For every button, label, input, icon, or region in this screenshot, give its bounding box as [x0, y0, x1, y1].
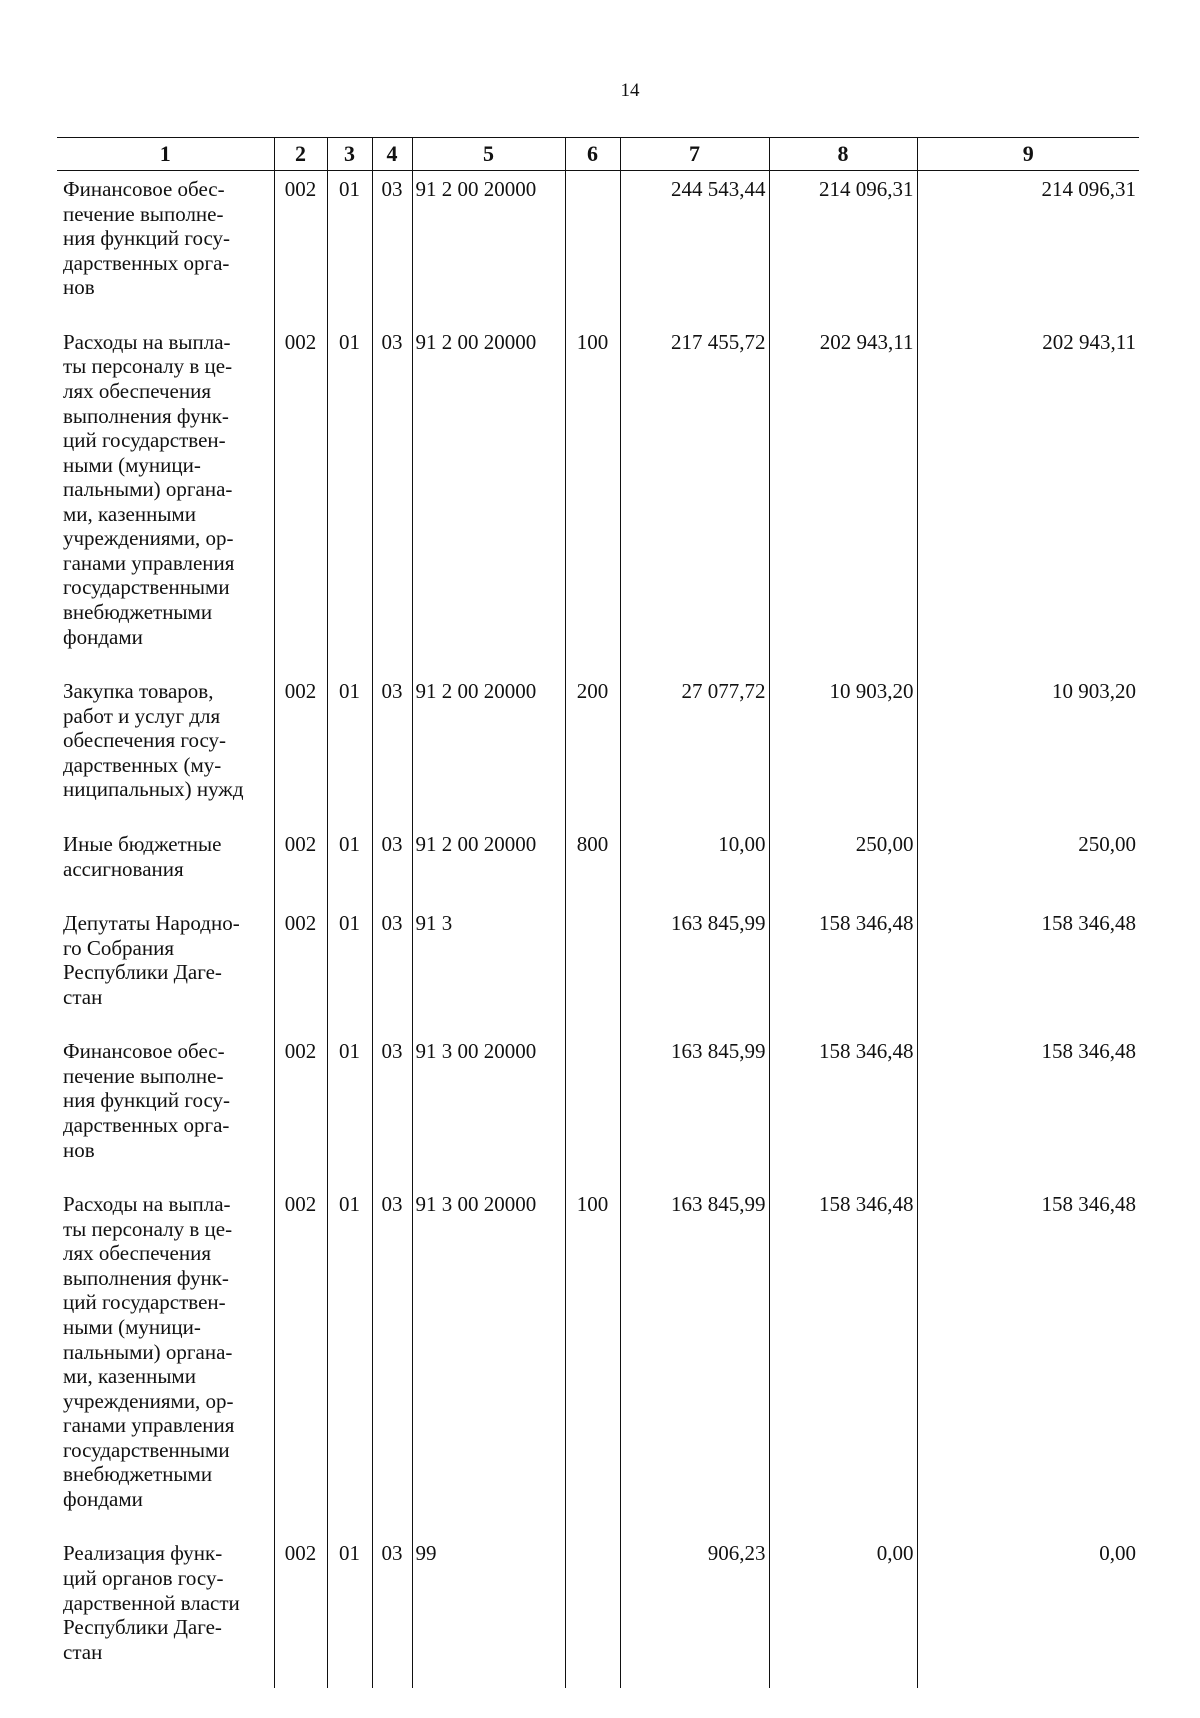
item-name-cell: [57, 673, 274, 826]
amount-col9-cell: 202 943,11: [917, 324, 1139, 673]
admin-code-cell: 002: [274, 1033, 327, 1186]
item-name-line: Реализация функ-: [63, 1541, 223, 1566]
table-row: [57, 905, 1139, 1033]
item-name-line: ми, казенными: [63, 1364, 196, 1389]
amount-col9-cell: 10 903,20: [917, 673, 1139, 826]
item-name-line: государственными: [63, 575, 230, 600]
item-name-line: государственными: [63, 1437, 230, 1462]
item-name-line: Депутаты Народно-: [63, 911, 240, 936]
column-header-4: 4: [372, 138, 412, 171]
subsection-cell: 03: [372, 171, 412, 324]
item-name-line: ми, казенными: [63, 501, 196, 526]
admin-code-cell: 002: [274, 1535, 327, 1688]
item-name-line: ганами управления: [63, 1413, 235, 1438]
section-cell: 01: [327, 324, 372, 673]
amount-col9-cell: 250,00: [917, 826, 1139, 905]
item-name-line: Иные бюджетные: [63, 831, 222, 856]
amount-col8-cell: 10 903,20: [769, 673, 917, 826]
item-name-line: работ и услуг для: [63, 703, 221, 728]
expense-type-cell: [565, 905, 620, 1033]
expense-type-cell: [565, 1535, 620, 1688]
item-name-cell: [57, 905, 274, 1033]
column-header-9: 9: [917, 138, 1139, 171]
subsection-cell: 03: [372, 673, 412, 826]
item-name-line: Расходы на выпла-: [63, 1192, 231, 1217]
amount-col8-cell: 158 346,48: [769, 1033, 917, 1186]
subsection-cell: 03: [372, 1186, 412, 1535]
item-name-line: Расходы на выпла-: [63, 329, 231, 354]
amount-col8-cell: 202 943,11: [769, 324, 917, 673]
subsection-cell: 03: [372, 826, 412, 905]
item-name-line: нов: [63, 275, 95, 300]
amount-col7-cell: 163 845,99: [620, 1186, 769, 1535]
expense-type-cell: 100: [565, 1186, 620, 1535]
target-article-cell: 91 3 00 20000: [412, 1033, 565, 1186]
target-article-cell: 91 2 00 20000: [412, 673, 565, 826]
amount-col9-cell: 158 346,48: [917, 905, 1139, 1033]
item-name-line: Финансовое обес-: [63, 1039, 225, 1064]
item-name-line: дарственных орга-: [63, 250, 230, 275]
section-cell: 01: [327, 1033, 372, 1186]
amount-col7-cell: 10,00: [620, 826, 769, 905]
item-name-line: ния функций госу-: [63, 226, 231, 251]
item-name-line: внебюджетными: [63, 600, 213, 624]
column-header-5: 5: [412, 138, 565, 171]
item-name-line: нов: [63, 1137, 95, 1162]
subsection-cell: 03: [372, 1033, 412, 1186]
admin-code-cell: 002: [274, 826, 327, 905]
amount-col8-cell: 158 346,48: [769, 905, 917, 1033]
expense-type-cell: 200: [565, 673, 620, 826]
table-row: [57, 826, 1139, 905]
item-name-line: ганами управления: [63, 550, 235, 575]
column-header-7: 7: [620, 138, 769, 171]
item-name-line: дарственных (му-: [63, 752, 222, 777]
admin-code-cell: 002: [274, 324, 327, 673]
item-name-line: ния функций госу-: [63, 1088, 231, 1113]
admin-code-cell: 002: [274, 1186, 327, 1535]
admin-code-cell: 002: [274, 905, 327, 1033]
table-row: [57, 673, 1139, 826]
amount-col9-cell: 158 346,48: [917, 1186, 1139, 1535]
target-article-cell: 91 2 00 20000: [412, 171, 565, 324]
header-row: [57, 138, 1139, 171]
item-name-line: ций органов госу-: [63, 1566, 224, 1590]
item-name-line: внебюджетными: [63, 1462, 213, 1487]
amount-col8-cell: 250,00: [769, 826, 917, 905]
item-name-line: Республики Даге-: [63, 1615, 222, 1640]
item-name-line: ций государствен-: [63, 1290, 226, 1315]
amount-col9-cell: 158 346,48: [917, 1033, 1139, 1186]
expense-type-cell: [565, 171, 620, 324]
section-cell: 01: [327, 673, 372, 826]
item-name-line: выполнения функ-: [63, 1265, 229, 1290]
budget-table: [57, 137, 1139, 1688]
section-cell: 01: [327, 905, 372, 1033]
item-name-line: пальными) органа-: [63, 477, 233, 502]
item-name-line: обеспечения госу-: [63, 728, 227, 753]
item-name-line: печение выполне-: [63, 1063, 224, 1088]
target-article-cell: 91 2 00 20000: [412, 826, 565, 905]
target-article-cell: 91 3: [412, 905, 565, 1033]
section-cell: 01: [327, 1535, 372, 1688]
table-row: [57, 1033, 1139, 1186]
column-header-2: 2: [274, 138, 327, 171]
expense-type-cell: 100: [565, 324, 620, 673]
amount-col7-cell: 163 845,99: [620, 1033, 769, 1186]
item-name-line: го Собрания: [63, 935, 174, 960]
item-name-line: Финансовое обес-: [63, 177, 225, 201]
admin-code-cell: 002: [274, 673, 327, 826]
table-row: [57, 171, 1139, 324]
item-name-cell: [57, 324, 274, 673]
amount-col7-cell: 217 455,72: [620, 324, 769, 673]
target-article-cell: 91 2 00 20000: [412, 324, 565, 673]
item-name-cell: [57, 1535, 274, 1688]
section-cell: 01: [327, 1186, 372, 1535]
item-name-line: дарственной власти: [63, 1590, 240, 1615]
amount-col8-cell: 214 096,31: [769, 171, 917, 324]
target-article-cell: 91 3 00 20000: [412, 1186, 565, 1535]
item-name-line: ными (муници-: [63, 452, 201, 477]
item-name-line: стан: [63, 1639, 103, 1664]
item-name-cell: [57, 826, 274, 905]
column-header-3: 3: [327, 138, 372, 171]
subsection-cell: 03: [372, 905, 412, 1033]
amount-col7-cell: 906,23: [620, 1535, 769, 1688]
item-name-line: ниципальных) нужд: [63, 777, 244, 802]
item-name-line: ными (муници-: [63, 1314, 201, 1339]
item-name-cell: [57, 1033, 274, 1186]
item-name-line: фондами: [63, 1486, 143, 1511]
admin-code-cell: 002: [274, 171, 327, 324]
expense-type-cell: 800: [565, 826, 620, 905]
amount-col9-cell: 214 096,31: [917, 171, 1139, 324]
section-cell: 01: [327, 171, 372, 324]
item-name-line: лях обеспечения: [63, 1241, 212, 1266]
item-name-line: Закупка товаров,: [63, 679, 214, 704]
item-name-line: ассигнования: [63, 856, 184, 881]
table-row: [57, 324, 1139, 673]
subsection-cell: 03: [372, 1535, 412, 1688]
item-name-line: стан: [63, 984, 103, 1009]
amount-col8-cell: 0,00: [769, 1535, 917, 1688]
expense-type-cell: [565, 1033, 620, 1186]
item-name-line: Республики Даге-: [63, 960, 222, 985]
section-cell: 01: [327, 826, 372, 905]
item-name-line: ты персоналу в це-: [63, 1216, 233, 1241]
amount-col8-cell: 158 346,48: [769, 1186, 917, 1535]
column-header-8: 8: [769, 138, 917, 171]
table-header: [57, 138, 1139, 171]
item-name-line: печение выполне-: [63, 201, 224, 226]
item-name-line: учреждениями, ор-: [63, 1388, 234, 1413]
item-name-line: учреждениями, ор-: [63, 526, 234, 551]
item-name-line: ты персоналу в це-: [63, 354, 233, 379]
amount-col9-cell: 0,00: [917, 1535, 1139, 1688]
table-row: [57, 1535, 1139, 1688]
item-name-line: дарственных орга-: [63, 1113, 230, 1137]
table-body: [57, 171, 1139, 1689]
page-number: 14: [620, 80, 640, 101]
amount-col7-cell: 163 845,99: [620, 905, 769, 1033]
item-name-cell: [57, 171, 274, 324]
item-name-line: лях обеспечения: [63, 378, 212, 403]
subsection-cell: 03: [372, 324, 412, 673]
item-name-line: выполнения функ-: [63, 403, 229, 428]
item-name-line: ций государствен-: [63, 428, 226, 453]
item-name-line: фондами: [63, 624, 143, 649]
amount-col7-cell: 244 543,44: [620, 171, 769, 324]
table-row: [57, 1186, 1139, 1535]
item-name-line: пальными) органа-: [63, 1339, 233, 1364]
column-header-6: 6: [565, 138, 620, 171]
target-article-cell: 99: [412, 1535, 565, 1688]
column-header-1: 1: [57, 138, 274, 171]
amount-col7-cell: 27 077,72: [620, 673, 769, 826]
item-name-cell: [57, 1186, 274, 1535]
